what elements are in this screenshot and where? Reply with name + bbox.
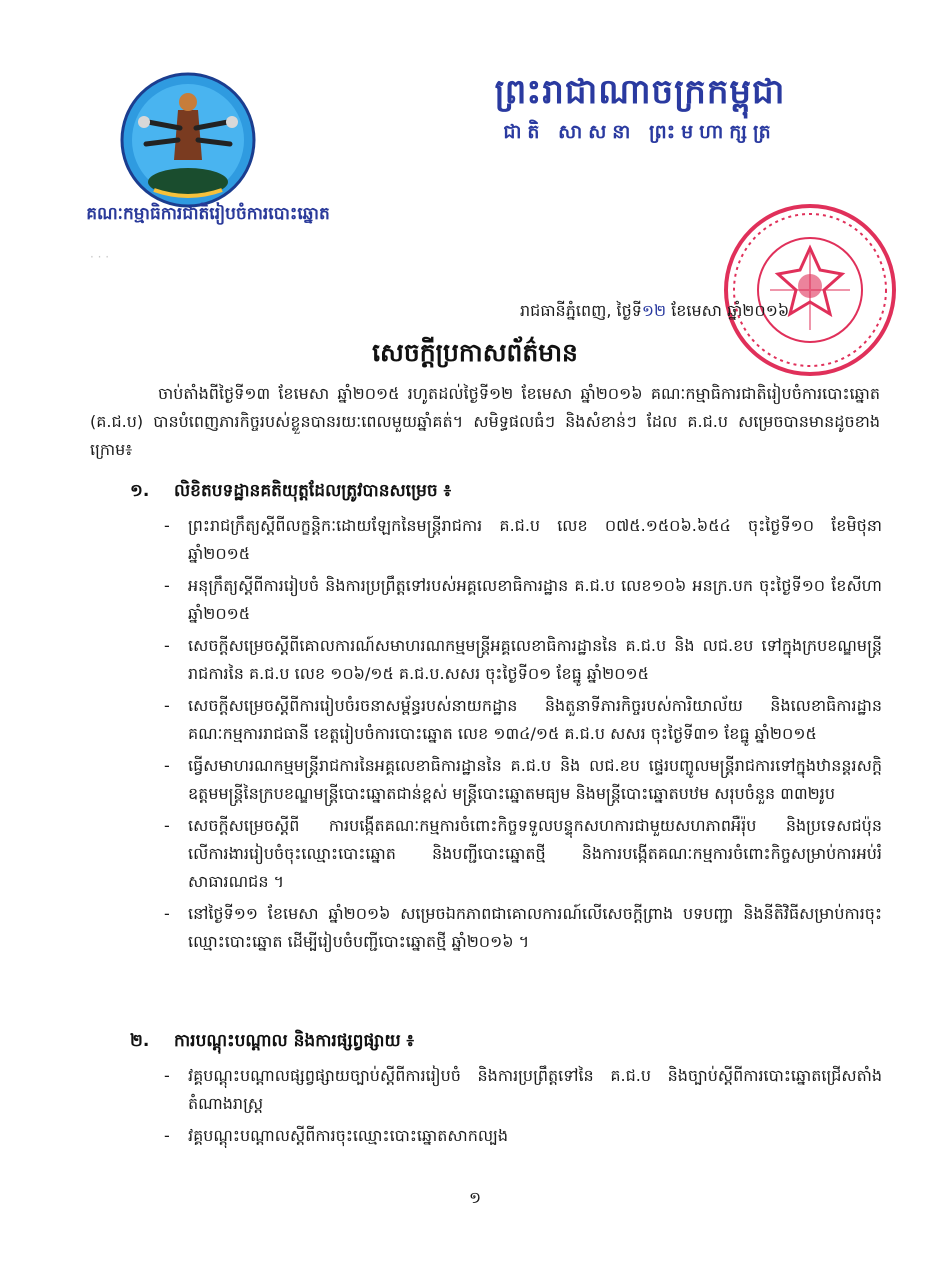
section-1-number: ១. xyxy=(130,481,150,501)
committee-name: គណៈកម្មាធិការជាតិរៀបចំការបោះឆ្នោត xyxy=(86,204,330,224)
list-item-text: នៅថ្ងៃទី១១ ខែមេសា ឆ្នាំ២០១៦ សម្រេចឯកភាពជាគោលការណ៍លើសេចក្តីព្រាង បទបញ្ជា និងនីតិវិធីសម្រាប់ការចុះឈ្មោះបោះឆ្នោត ដើម្បីរៀបចំបញ្ជីបោះឆ្នោតថ្មី ឆ្នាំ២០១៦ ។ xyxy=(188,904,882,951)
faint-reference: · · · xyxy=(90,250,110,264)
kingdom-heading: ព្រះរាជាណាចក្រកម្ពុជា xyxy=(494,72,786,112)
list-item-text: ព្រះរាជក្រឹត្យស្តីពីលក្ខន្តិកៈដោយឡែកនៃមន្ត្រីរាជការ គ.ជ.ប លេខ ០៧៥.១៥០៦.៦៥៤ ចុះថ្ងៃទី១០ ខែមិថុនា ឆ្នាំ២០១៥ xyxy=(188,516,883,563)
section-2-list xyxy=(160,1062,882,1154)
list-item-text: សេចក្តីសម្រេចស្តីពីការរៀបចំរចនាសម្ព័ន្ធរបស់នាយកដ្ឋាន និងតួនាទីភារកិច្ចរបស់ការិយាល័យ និងលេខាធិការដ្ឋានគណៈកម្មការរាជធានី ខេត្តរៀបចំការបោះឆ្នោត លេខ ១៣៤/១៥ គ.ជ.ប សសរ ចុះថ្ងៃទី៣១ ខែធ្នូ ឆ្នាំ២០១៥ xyxy=(188,696,882,743)
section-1-list xyxy=(160,512,882,960)
dateline-prefix: រាជធានីភ្នំពេញ, ថ្ងៃទី xyxy=(520,301,642,320)
list-item: - សេចក្តីសម្រេចស្តីពី ការបង្កើតគណៈកម្មការចំពោះកិច្ចទទួលបន្ទុកសហការជាមួយសហភាពអឺរ៉ុប និងប្រទេសជប៉ុនលើការងាររៀបចំចុះឈ្មោះបោះឆ្នោត និងបញ្ជីបោះឆ្នោតថ្មី និងការបង្កើតគណៈកម្មការចំពោះកិច្ចសម្រាប់ការអប់រំសាធារណជន ។ xyxy=(164,816,882,891)
national-motto: ជាតិ សាសនា ព្រះមហាក្សត្រ xyxy=(503,121,777,143)
dateline-day: ១២ xyxy=(641,301,667,320)
dateline-suffix: ខែមេសា ឆ្នាំ២០១៦ xyxy=(666,301,790,320)
nec-logo-emblem xyxy=(118,70,258,210)
section-2-number: ២. xyxy=(130,1031,150,1051)
list-item: - វគ្គបណ្តុះបណ្តាលស្តីពីការចុះឈ្មោះបោះឆ្នោតសាកល្បង xyxy=(164,1126,508,1145)
section-2-title: ការបណ្តុះបណ្តាល និងការផ្សព្វផ្សាយ ៖ xyxy=(174,1031,415,1051)
list-item-text: វគ្គបណ្តុះបណ្តាលផ្សព្វផ្សាយច្បាប់ស្តីពីការរៀបចំ និងការប្រព្រឹត្តទៅនៃ គ.ជ.ប និងច្បាប់ស្តីពីការបោះឆ្នោតជ្រើសតាំងតំណាងរាស្ត្រ xyxy=(188,1066,882,1113)
list-item: - ធ្វើសមាហរណកម្មមន្ត្រីរាជការនៃអគ្គលេខាធិការដ្ឋាននៃ គ.ជ.ប និង លជ.ខប ផ្ទេរបញ្ចូលមន្ត្រីរាជការទៅក្នុងឋានន្តរសក្តិឧត្តមមន្ត្រីនៃក្របខណ្ឌមន្ត្រីបោះឆ្នោតជាន់ខ្ពស់ មន្ត្រីបោះឆ្នោតមធ្យម និងមន្ត្រីបោះឆ្នោតបឋម សរុបចំនួន ៣៣២រូប xyxy=(164,756,882,803)
list-item-text: សេចក្តីសម្រេចស្តីពី ការបង្កើតគណៈកម្មការចំពោះកិច្ចទទួលបន្ទុកសហការជាមួយសហភាពអឺរ៉ុប និងប្រទេសជប៉ុនលើការងាររៀបចំចុះឈ្មោះបោះឆ្នោត និងបញ្ជីបោះឆ្នោតថ្មី និងការបង្កើតគណៈកម្មការចំពោះកិច្ចសម្រាប់ការអប់រំសាធារណជន ។ xyxy=(188,816,882,891)
section-1-title: លិខិតបទដ្ឋានគតិយុត្តដែលត្រូវបានសម្រេច ៖ xyxy=(174,481,452,501)
list-item-text: វគ្គបណ្តុះបណ្តាលស្តីពីការចុះឈ្មោះបោះឆ្នោតសាកល្បង xyxy=(188,1126,508,1145)
list-item: - សេចក្តីសម្រេចស្តីពីគោលការណ៍សមាហរណកម្មមន្ត្រីអគ្គលេខាធិការដ្ឋាននៃ គ.ជ.ប និង លជ.ខប ទៅក្នុងក្របខណ្ឌមន្ត្រីរាជការនៃ គ.ជ.ប លេខ ១០៦/១៥ គ.ជ.ប.សសរ ចុះថ្ងៃទី០១ ខែធ្នូ ឆ្នាំ២០១៥ xyxy=(164,636,882,683)
dateline xyxy=(520,300,789,324)
intro-paragraph: ចាប់តាំងពីថ្ងៃទី១៣ ខែមេសា ឆ្នាំ២០១៥ រហូតដល់ថ្ងៃទី១២ ខែមេសា ឆ្នាំ២០១៦ គណៈកម្មាធិការជាតិរៀបចំការបោះឆ្នោត (គ.ជ.ប) បានបំពេញភារកិច្ចរបស់ខ្លួនបានរយៈពេលមួយឆ្នាំគត់។ សមិទ្ធផលធំៗ និងសំខាន់ៗ ដែល គ.ជ.ប សម្រេចបានមានដូចខាងក្រោម៖ xyxy=(90,384,880,459)
list-item-text: ធ្វើសមាហរណកម្មមន្ត្រីរាជការនៃអគ្គលេខាធិការដ្ឋាននៃ គ.ជ.ប និង លជ.ខប ផ្ទេរបញ្ចូលមន្ត្រីរាជការទៅក្នុងឋានន្តរសក្តិឧត្តមមន្ត្រីនៃក្របខណ្ឌមន្ត្រីបោះឆ្នោតជាន់ខ្ពស់ មន្ត្រីបោះឆ្នោតមធ្យម និងមន្ត្រីបោះឆ្នោតបឋម សរុបចំនួន ៣៣២រូប xyxy=(188,756,882,803)
document-title: សេចក្តីប្រកាសព័ត៌មាន xyxy=(372,338,578,367)
list-item-text: សេចក្តីសម្រេចស្តីពីគោលការណ៍សមាហរណកម្មមន្ត្រីអគ្គលេខាធិការដ្ឋាននៃ គ.ជ.ប និង លជ.ខប ទៅក្នុងក្របខណ្ឌមន្ត្រីរាជការនៃ គ.ជ.ប លេខ ១០៦/១៥ គ.ជ.ប.សសរ ចុះថ្ងៃទី០១ ខែធ្នូ ឆ្នាំ២០១៥ xyxy=(188,636,882,683)
list-item: - អនុក្រឹត្យស្តីពីការរៀបចំ និងការប្រព្រឹត្តទៅរបស់អគ្គលេខាធិការដ្ឋាន គ.ជ.ប លេខ១០៦ អនក្រ.បក ចុះថ្ងៃទី១០ ខែសីហា ឆ្នាំ២០១៥ xyxy=(164,576,882,623)
list-item: - វគ្គបណ្តុះបណ្តាលផ្សព្វផ្សាយច្បាប់ស្តីពីការរៀបចំ និងការប្រព្រឹត្តទៅនៃ គ.ជ.ប និងច្បាប់ស្តីពីការបោះឆ្នោតជ្រើសតាំងតំណាងរាស្ត្រ xyxy=(164,1066,882,1113)
list-item: - ព្រះរាជក្រឹត្យស្តីពីលក្ខន្តិកៈដោយឡែកនៃមន្ត្រីរាជការ គ.ជ.ប លេខ ០៧៥.១៥០៦.៦៥៤ ចុះថ្ងៃទី១០ ខែមិថុនា ឆ្នាំ២០១៥ xyxy=(164,516,883,563)
page-number: ១ xyxy=(468,1188,482,1207)
section-1-heading xyxy=(130,480,451,505)
list-item: - សេចក្តីសម្រេចស្តីពីការរៀបចំរចនាសម្ព័ន្ធរបស់នាយកដ្ឋាន និងតួនាទីភារកិច្ចរបស់ការិយាល័យ និងលេខាធិការដ្ឋានគណៈកម្មការរាជធានី ខេត្តរៀបចំការបោះឆ្នោត លេខ ១៣៤/១៥ គ.ជ.ប សសរ ចុះថ្ងៃទី៣១ ខែធ្នូ ឆ្នាំ២០១៥ xyxy=(164,696,882,743)
list-item-text: អនុក្រឹត្យស្តីពីការរៀបចំ និងការប្រព្រឹត្តទៅរបស់អគ្គលេខាធិការដ្ឋាន គ.ជ.ប លេខ១០៦ អនក្រ.បក ចុះថ្ងៃទី១០ ខែសីហា ឆ្នាំ២០១៥ xyxy=(188,576,882,623)
list-item: - នៅថ្ងៃទី១១ ខែមេសា ឆ្នាំ២០១៦ សម្រេចឯកភាពជាគោលការណ៍លើសេចក្តីព្រាង បទបញ្ជា និងនីតិវិធីសម្រាប់ការចុះឈ្មោះបោះឆ្នោត ដើម្បីរៀបចំបញ្ជីបោះឆ្នោតថ្មី ឆ្នាំ២០១៦ ។ xyxy=(164,904,882,951)
section-2-heading xyxy=(130,1030,414,1055)
